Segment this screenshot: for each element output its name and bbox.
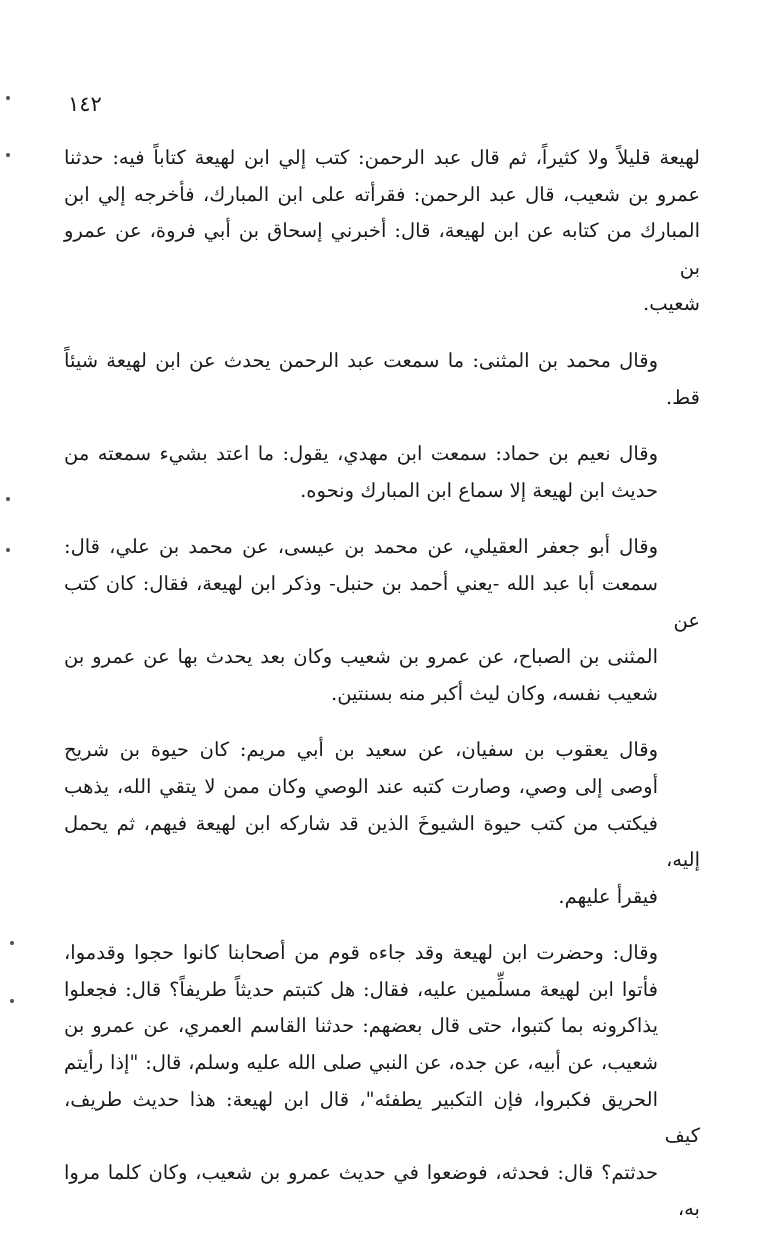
paragraph [64, 732, 700, 915]
text-line: وقال: وحضرت ابن لهيعة وقد جاءه قوم من أصحابنا كانوا حجوا وقدموا، [64, 941, 658, 965]
margin-mark [6, 497, 10, 501]
text-line: المثنى بن الصباح، عن عمرو بن شعيب وكان بعد يحدث بها عن عمرو بن [64, 645, 658, 669]
text-line: حديث ابن لهيعة إلا سماع ابن المبارك ونحوه. [300, 478, 658, 502]
text-line: شعيب. [643, 292, 700, 316]
text-line: وقال محمد بن المثنى: ما سمعت عبد الرحمن يحدث عن ابن لهيعة شيئاً قط. [64, 348, 700, 409]
text-line: شعيب، عن أبيه، عن جده، عن النبي صلى الله عليه وسلم، قال: "إذا رأيتم [64, 1051, 658, 1075]
text-line: وقال يعقوب بن سفيان، عن سعيد بن أبي مريم: كان حيوة بن شريح [64, 738, 658, 762]
margin-mark [6, 96, 10, 100]
text-line: لهيعة قليلاً ولا كثيراً، ثم قال عبد الرحمن: كتب إلي ابن لهيعة كتاباً فيه: حدثنا [64, 146, 700, 169]
body-text [64, 140, 700, 1248]
text-line: شعيب نفسه، وكان ليث أكبر منه بسنتين. [331, 681, 658, 705]
text-line: عمرو بن شعيب، قال عبد الرحمن: فقرأته على ابن المبارك، فأخرجه إلي ابن [64, 182, 700, 206]
text-line: يذاكرونه بما كتبوا، حتى قال بعضهم: حدثنا القاسم العمري، عن عمرو بن [64, 1014, 658, 1038]
text-line: فيقرأ عليهم. [558, 884, 658, 908]
paragraph [64, 529, 700, 712]
text-line: وقال أبو جعفر العقيلي، عن محمد بن عيسى، عن محمد بن علي، قال: [64, 535, 658, 559]
text-line: الحريق فكبروا، فإن التكبير يطفئه"، قال ابن لهيعة: هذا حديث طريف، كيف [64, 1087, 700, 1148]
text-line: فيكتب من كتب حيوة الشيوخَ الذين قد شاركه ابن لهيعة فيهم، ثم يحمل إليه، [64, 811, 700, 872]
page-number: ١٤٢ [68, 92, 102, 116]
margin-mark [6, 548, 10, 552]
text-line: المبارك من كتابه عن ابن لهيعة، قال: أخبرني إسحاق بن أبي فروة، عن عمرو بن [64, 219, 700, 279]
margin-mark [6, 153, 10, 157]
paragraph [64, 935, 700, 1228]
margin-mark [10, 941, 14, 945]
margin-mark [10, 999, 14, 1003]
paragraph [64, 436, 700, 509]
text-line: سمعت أبا عبد الله -يعني أحمد بن حنبل- وذكر ابن لهيعة، فقال: كان كتب عن [64, 571, 700, 632]
text-line: فأتوا ابن لهيعة مسلِّمين عليه، فقال: هل كتبتم حديثاً طريفاً؟ قال: فجعلوا [64, 977, 658, 1001]
paragraph [64, 343, 700, 416]
text-line: حدثتم؟ قال: فحدثه، فوضعوا في حديث عمرو بن شعيب، وكان كلما مروا به، [64, 1160, 700, 1221]
paragraph [64, 140, 700, 323]
text-line: وقال نعيم بن حماد: سمعت ابن مهدي، يقول: ما اعتد بشيء سمعته من [64, 442, 658, 466]
text-line: أوصى إلى وصي، وصارت كتبه عند الوصي وكان ممن لا يتقي الله، يذهب [64, 774, 658, 798]
